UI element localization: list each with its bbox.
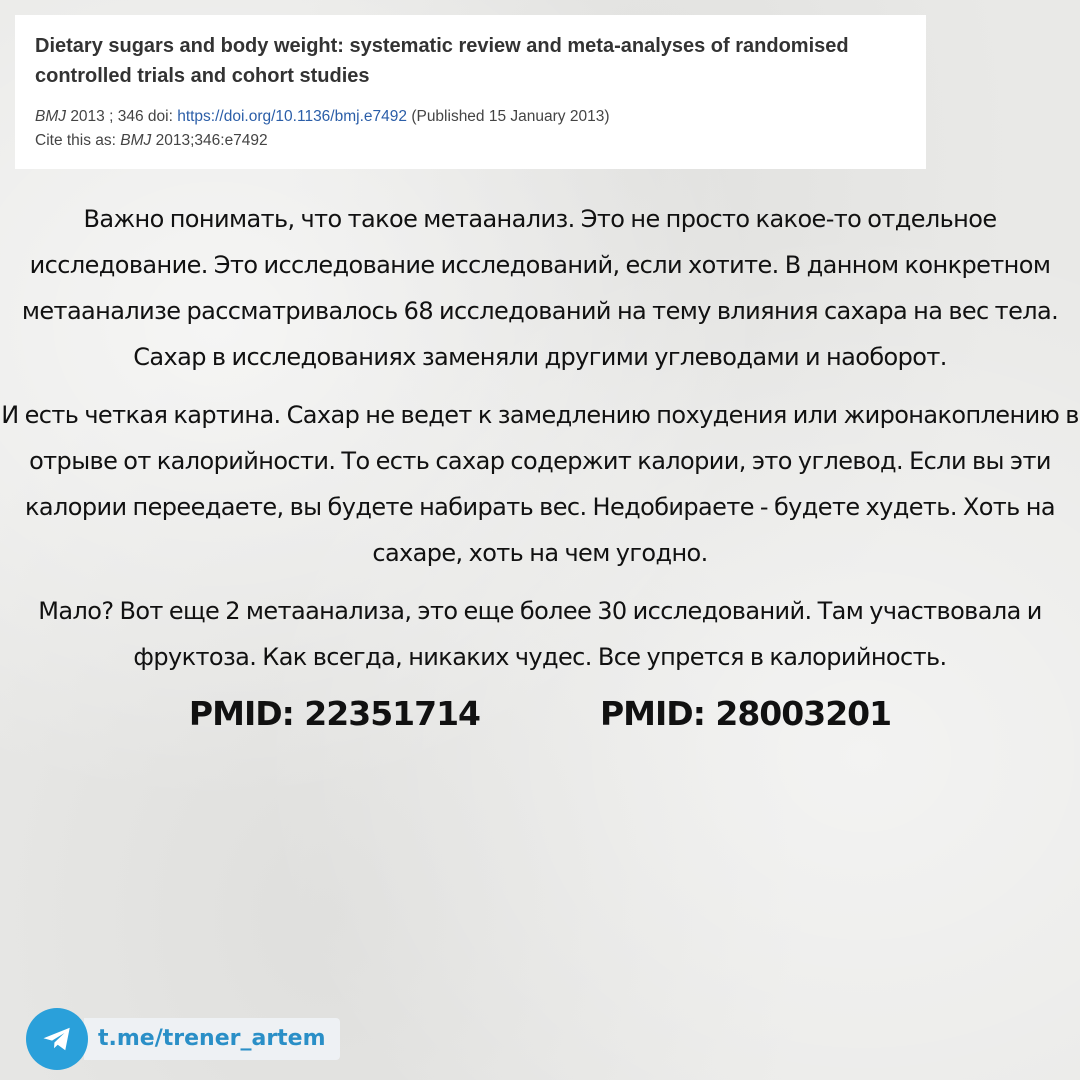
citation-meta [35, 105, 906, 153]
journal-name: BMJ [35, 108, 66, 125]
pmid-1: PMID: 22351714 [188, 694, 480, 733]
cite-reference: 2013;346:e7492 [155, 132, 268, 149]
citation-line-2 [35, 129, 906, 153]
cite-journal: BMJ [120, 132, 152, 149]
cite-prefix: Cite this as: [35, 132, 116, 149]
telegram-handle[interactable]: t.me/trener_artem [84, 1018, 340, 1060]
paragraph-2: И есть четкая картина. Сахар не ведет к замедлению похудения или жиронакоплению в отрыве от калорийности. То есть сахар содержит калории, это углевод. Если вы эти калории переедаете, вы будете набирать вес. Недобираете - будете худеть. Хоть на сахаре, хоть на чем угодно. [1, 401, 1079, 567]
article-title: Dietary sugars and body weight: systematic review and meta-analyses of randomised controlled trials and cohort studies [35, 35, 849, 87]
citation-line-1 [35, 105, 906, 129]
telegram-badge[interactable] [26, 1008, 340, 1070]
published-date: (Published 15 January 2013) [411, 108, 610, 125]
year-volume: 2013 ; 346 [70, 108, 144, 125]
pmid-row [0, 692, 1080, 736]
telegram-icon [26, 1008, 88, 1070]
paper-plane-icon [39, 1021, 75, 1057]
main-text [0, 196, 1080, 736]
pmid-2: PMID: 28003201 [600, 694, 892, 733]
citation-card [15, 15, 926, 169]
doi-label: doi: [147, 108, 173, 125]
paragraph-1: Важно понимать, что такое метаанализ. Это не просто какое-то отдельное исследование. Это исследование исследований, если хотите. В данном конкретном метаанализе рассматривалось 68 исследований на тему влияния сахара на вес тела. Сахар в исследованиях заменяли другими углеводами и наоборот. [21, 205, 1059, 371]
doi-link[interactable]: https://doi.org/10.1136/bmj.e7492 [177, 108, 407, 125]
paragraph-3: Мало? Вот еще 2 метаанализа, это еще более 30 исследований. Там участвовала и фруктоза. Как всегда, никаких чудес. Все упрется в калорийность. [38, 597, 1042, 671]
